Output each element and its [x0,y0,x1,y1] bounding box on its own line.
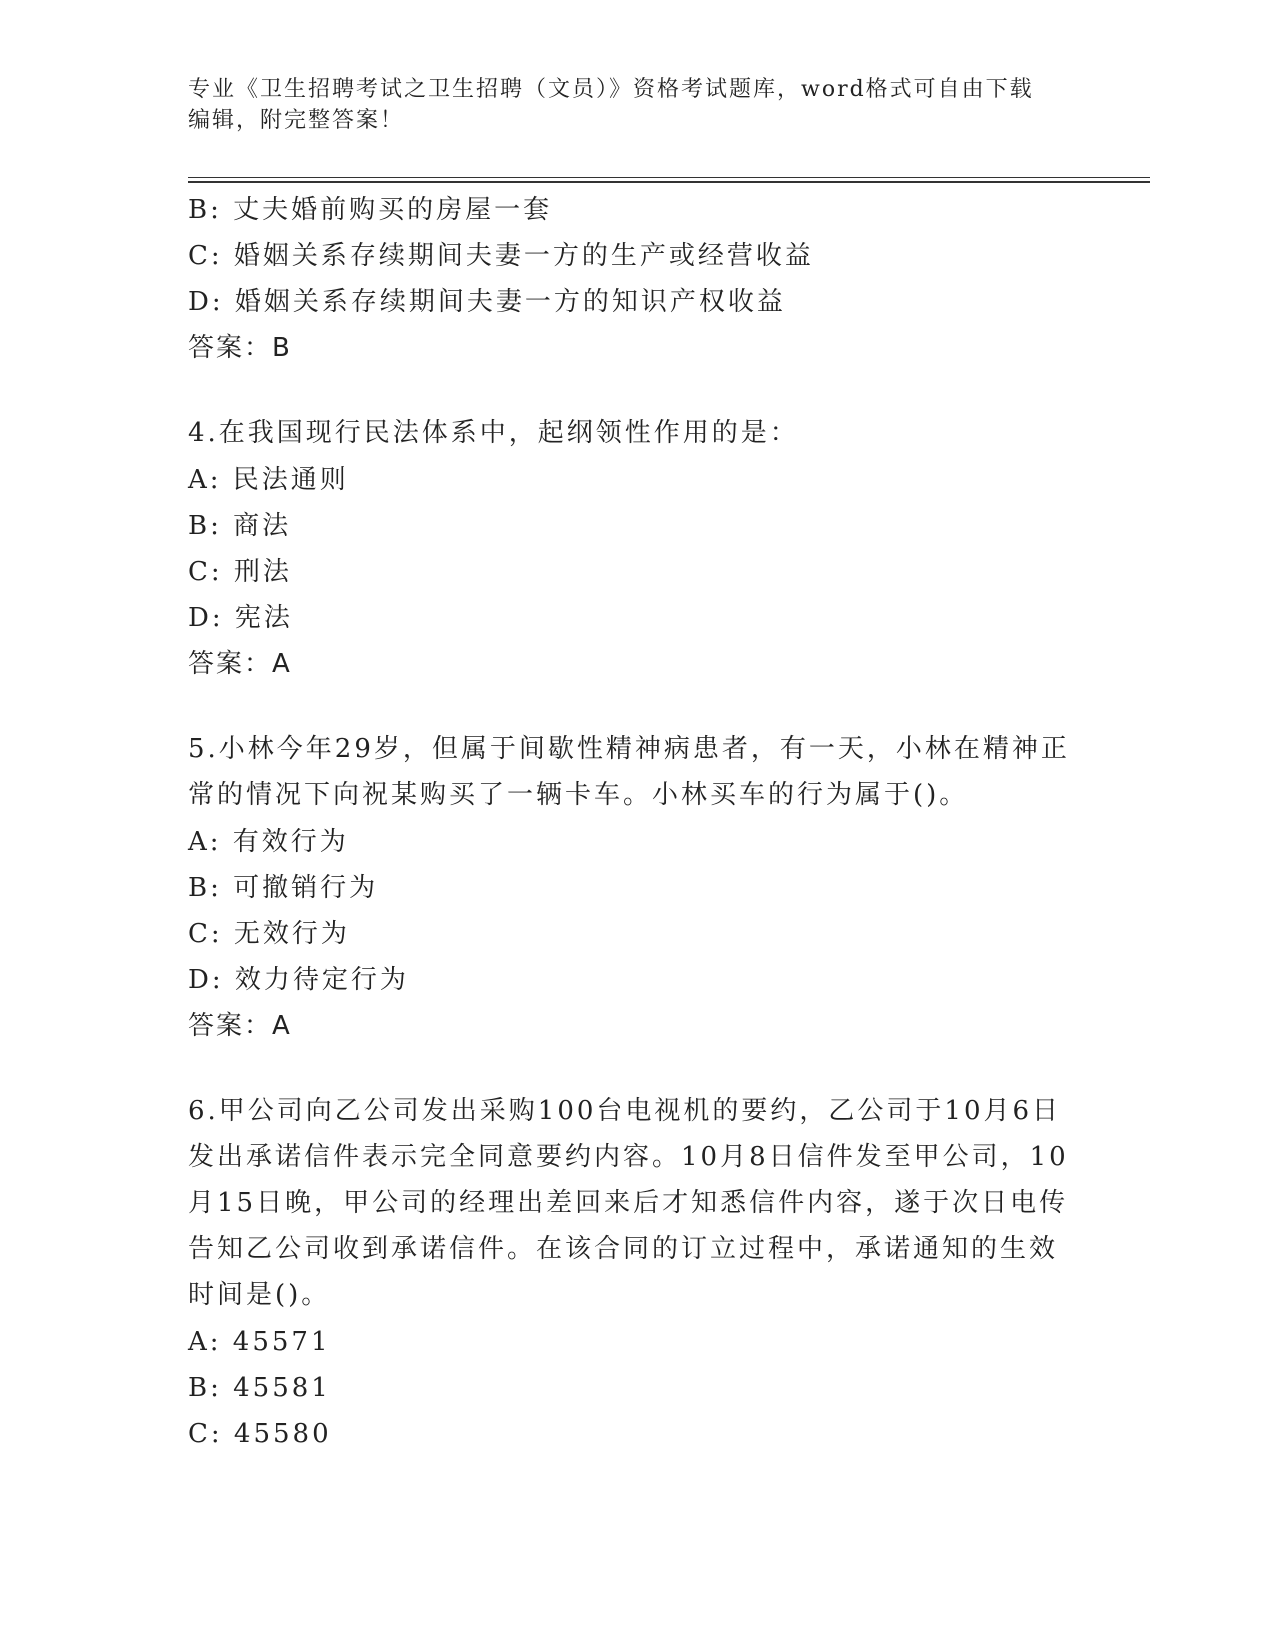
option-d: D: 宪法 [188,603,293,633]
option-c: C: 婚姻关系存续期间夫妻一方的生产或经营收益 [188,241,814,271]
answer: 答案：B [188,333,292,363]
option-a: A: 有效行为 [188,827,349,857]
option-d: D: 婚姻关系存续期间夫妻一方的知识产权收益 [188,287,786,317]
header-line-2: 编辑，附完整答案！ [188,108,405,133]
question-stem-line-2: 常的情况下向祝某购买了一辆卡车。小林买车的行为属于()。 [188,780,969,810]
option-a: A: 45571 [188,1327,331,1357]
option-b: B: 丈夫婚前购买的房屋一套 [188,195,553,225]
question-3 [188,187,1088,371]
header-divider-thin [188,177,1150,178]
question-6 [188,1089,1088,1457]
header-line-1: 专业《卫生招聘考试之卫生招聘（文员）》资格考试题库，word格式可自由下载 [188,77,1034,102]
option-c: C: 刑法 [188,557,292,587]
option-b: B: 45581 [188,1373,331,1403]
question-stem-line-3: 月15日晚，甲公司的经理出差回来后才知悉信件内容，遂于次日电传 [188,1188,1069,1218]
question-4 [188,411,1088,687]
option-c: C: 无效行为 [188,919,350,949]
header-divider-thick [188,181,1150,183]
question-stem-line-5: 时间是()。 [188,1280,331,1310]
question-stem-line-4: 告知乙公司收到承诺信件。在该合同的订立过程中，承诺通知的生效 [188,1234,1059,1264]
question-gap [188,371,1088,411]
question-stem-line-2: 发出承诺信件表示完全同意要约内容。10月8日信件发至甲公司，10 [188,1142,1069,1172]
option-c: C: 45580 [188,1419,332,1449]
answer: 答案：A [188,649,292,679]
option-a: A: 民法通则 [188,465,349,495]
option-b: B: 商法 [188,511,292,541]
question-stem-line-1: 6.甲公司向乙公司发出采购100台电视机的要约，乙公司于10月6日 [188,1096,1062,1126]
answer: 答案：A [188,1011,292,1041]
option-d: D: 效力待定行为 [188,965,409,995]
question-gap [188,687,1088,727]
question-gap [188,1049,1088,1089]
question-list [188,187,1088,1457]
question-5 [188,727,1088,1049]
question-stem-line-1: 5.小林今年29岁，但属于间歇性精神病患者，有一天，小林在精神正 [188,734,1070,764]
option-b: B: 可撤销行为 [188,873,379,903]
document-header [188,74,1088,136]
question-stem: 4.在我国现行民法体系中，起纲领性作用的是： [188,418,799,448]
